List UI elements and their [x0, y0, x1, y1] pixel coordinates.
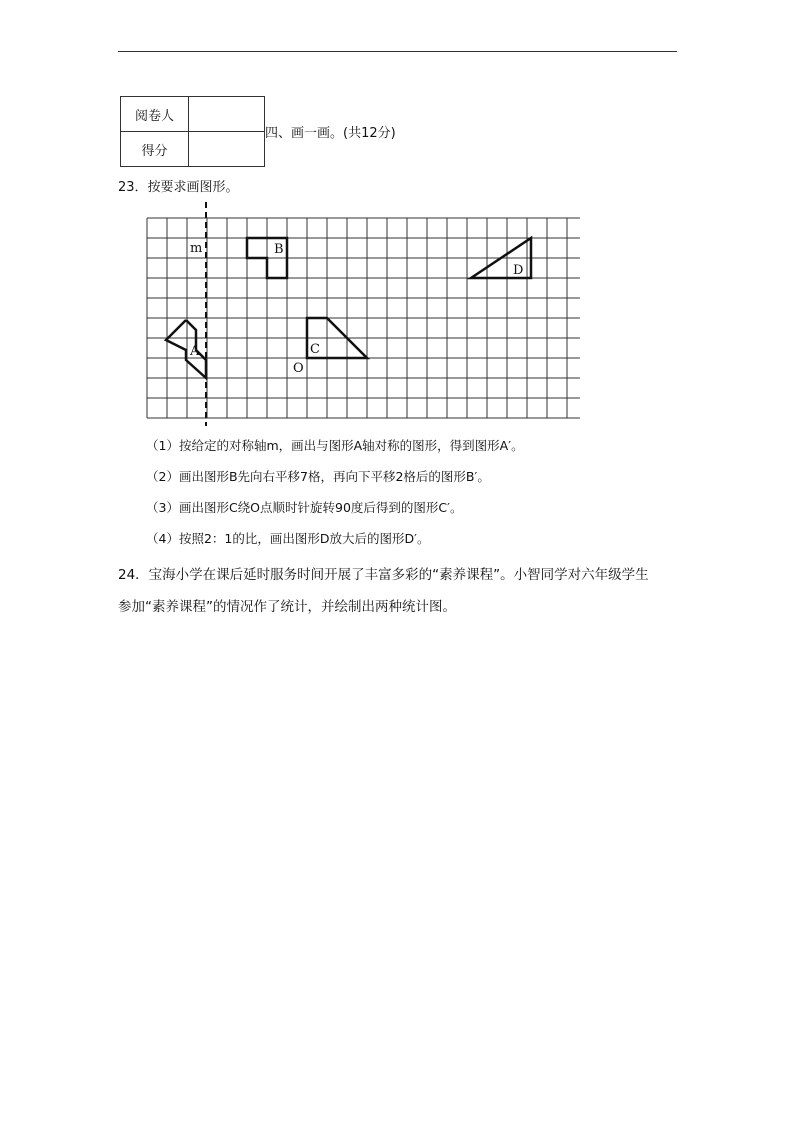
label-O: O — [293, 361, 304, 376]
question-24-line-2: 参加“素养课程”的情况作了统计，并绘制出两种统计图。 — [118, 599, 456, 615]
score-label: 得分 — [121, 132, 189, 167]
drawing-grid — [140, 200, 580, 430]
question-24 — [118, 559, 678, 623]
task-2: （2）画出图形B先向右平移7格，再向下平移2格后的图形B′。 — [146, 469, 490, 484]
label-m: m — [190, 241, 203, 256]
label-B: B — [274, 242, 284, 257]
section-title: 四、画一画。(共12分) — [265, 126, 396, 141]
task-1: （1）按给定的对称轴m，画出与图形A轴对称的图形，得到图形A′。 — [146, 438, 524, 453]
header-rule — [118, 51, 677, 52]
reviewer-value-cell — [189, 97, 265, 132]
task-3: （3）画出图形C绕O点顺时针旋转90度后得到的图形C′。 — [146, 500, 463, 515]
question-24-line-1: 24．宝海小学在课后延时服务时间开展了丰富多彩的“素养课程”。小智同学对六年级学生 — [118, 567, 649, 583]
score-value-cell — [189, 132, 265, 167]
question-23-prompt: 23．按要求画图形。 — [118, 180, 239, 195]
label-D: D — [513, 263, 524, 278]
label-A: A — [190, 344, 200, 359]
score-table — [120, 96, 265, 167]
reviewer-label: 阅卷人 — [121, 97, 189, 132]
shape-A — [166, 320, 206, 378]
label-C: C — [310, 342, 320, 357]
task-4: （4）按照2：1的比，画出图形D放大后的图形D′。 — [146, 531, 430, 546]
